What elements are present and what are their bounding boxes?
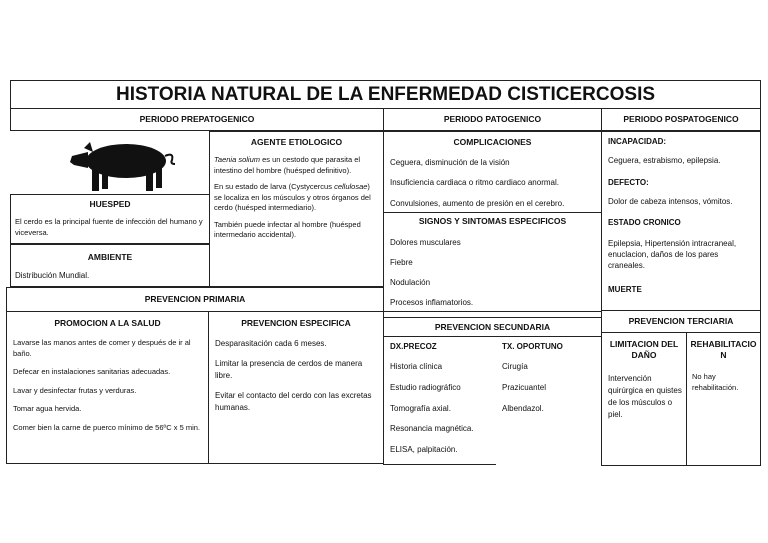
dx-item: Resonancia magnética. xyxy=(390,424,474,433)
prevencion-terciaria-header: PREVENCION TERCIARIA xyxy=(601,310,761,333)
signo-item: Nodulación xyxy=(390,278,431,287)
pig-icon xyxy=(68,134,180,194)
tx-item: Cirugía xyxy=(502,362,528,371)
period-patogenico: PERIODO PATOGENICO xyxy=(383,108,602,131)
complicaciones-header: COMPLICACIONES xyxy=(453,137,532,147)
period-prepatogenico: PERIODO PREPATOGENICO xyxy=(10,108,384,131)
promocion-item: Comer bien la carne de puerco mínimo de 56ºC x 5 min. xyxy=(13,422,200,432)
agente-paragraph-3: También puede infectar al hombre (huésped intermedario accidental). xyxy=(214,219,361,239)
tx-item: Prazicuantel xyxy=(502,383,547,392)
huesped-text: El cerdo es la principal fuente de infección del humano y viceversa. xyxy=(15,217,203,237)
especifica-header: PREVENCION ESPECIFICA xyxy=(241,318,351,328)
rehabilitacion-text: No hay rehabilitación. xyxy=(692,372,739,392)
defecto-text: Dolor de cabeza intensos, vómitos. xyxy=(608,197,733,206)
tx-oportuno-box xyxy=(496,336,602,465)
ambiente-box xyxy=(10,244,210,287)
promocion-box xyxy=(6,311,209,464)
dx-item: Estudio radiográfico xyxy=(390,383,461,392)
dx-precoz-box xyxy=(383,336,497,465)
incapacidad-label: INCAPACIDAD: xyxy=(608,137,667,146)
tx-item: Albendazol. xyxy=(502,404,544,413)
promocion-item: Defecar en instalaciones sanitarias adecuadas. xyxy=(13,367,171,376)
complicacion-item: Convulsiones, aumento de presión en el cerebro. xyxy=(390,199,565,208)
limitacion-text: Intervención quirúrgica en quistes de los músculos o piel. xyxy=(608,374,682,419)
promocion-item: Lavar y desinfectar frutas y verduras. xyxy=(13,385,137,395)
signos-header: SIGNOS Y SINTOMAS ESPECIFICOS xyxy=(418,216,567,226)
especifica-item: Limitar la presencia de cerdos de manera libre. xyxy=(215,359,363,380)
ambiente-text: Distribución Mundial. xyxy=(15,271,90,280)
dx-item: Historia clínica xyxy=(390,362,443,371)
complicacion-item: Insuficiencia cardiaca o ritmo cardiaco anormal. xyxy=(390,178,559,187)
muerte-label: MUERTE xyxy=(608,285,642,294)
title-box xyxy=(10,80,761,109)
limitacion-box xyxy=(601,332,687,466)
tx-oportuno-header: TX. OPORTUNO xyxy=(502,342,563,351)
rehabilitacion-box xyxy=(686,332,761,466)
complicaciones-box xyxy=(383,131,602,213)
especifica-box xyxy=(208,311,384,464)
signos-box xyxy=(383,212,602,312)
rehabilitacion-header: REHABILITACION xyxy=(690,339,757,360)
cronico-text: Epilepsia, Hipertensión intracraneal, enuclacion, daños de los pares craneales. xyxy=(608,239,737,270)
defecto-label: DEFECTO: xyxy=(608,178,649,187)
period-pospatogenico: PERIODO POSPATOGENICO xyxy=(601,108,761,131)
prevencion-secundaria-header: PREVENCION SECUNDARIA xyxy=(383,317,602,337)
signo-item: Fiebre xyxy=(390,258,413,267)
pospatogenico-box xyxy=(601,131,761,311)
ambiente-header: AMBIENTE xyxy=(87,252,133,262)
huesped-header: HUESPED xyxy=(89,199,131,209)
agente-paragraph-2: En su estado de larva (Cystycercus cellulosae) se localiza en los músculos y otros órganos del cerdo (huésped intermediario). xyxy=(214,182,371,212)
promocion-item: Tomar agua hervida. xyxy=(13,404,82,413)
limitacion-header: LIMITACION DEL DAÑO xyxy=(609,339,679,360)
agente-header: AGENTE ETIOLOGICO xyxy=(250,137,343,147)
signo-item: Dolores musculares xyxy=(390,238,461,247)
page-title: HISTORIA NATURAL DE LA ENFERMEDAD CISTICERCOSIS xyxy=(115,84,656,105)
dx-item: ELISA, palpitación. xyxy=(390,445,458,454)
agente-box xyxy=(209,131,384,287)
complicacion-item: Ceguera, disminución de la visión xyxy=(390,158,510,167)
cronico-label: ESTADO CRONICO xyxy=(608,218,681,227)
agente-paragraph-1: Taenia solium es un cestodo que parasita el intestino del hombre (huésped definitivo). xyxy=(214,155,361,175)
prevencion-primaria-header: PREVENCION PRIMARIA xyxy=(6,287,384,312)
huesped-box xyxy=(10,194,210,244)
promocion-item: Lavarse las manos antes de comer y después de ir al baño. xyxy=(13,338,191,358)
signo-item: Procesos inflamatorios. xyxy=(390,298,474,307)
dx-precoz-header: DX.PRECOZ xyxy=(390,342,437,351)
especifica-item: Desparasitación cada 6 meses. xyxy=(215,339,327,348)
dx-item: Tomografía axial. xyxy=(390,404,451,413)
especifica-item: Evitar el contacto del cerdo con las excretas humanas. xyxy=(215,391,372,412)
incapacidad-text: Ceguera, estrabismo, epilepsia. xyxy=(608,156,721,165)
promocion-header: PROMOCION A LA SALUD xyxy=(54,318,161,328)
